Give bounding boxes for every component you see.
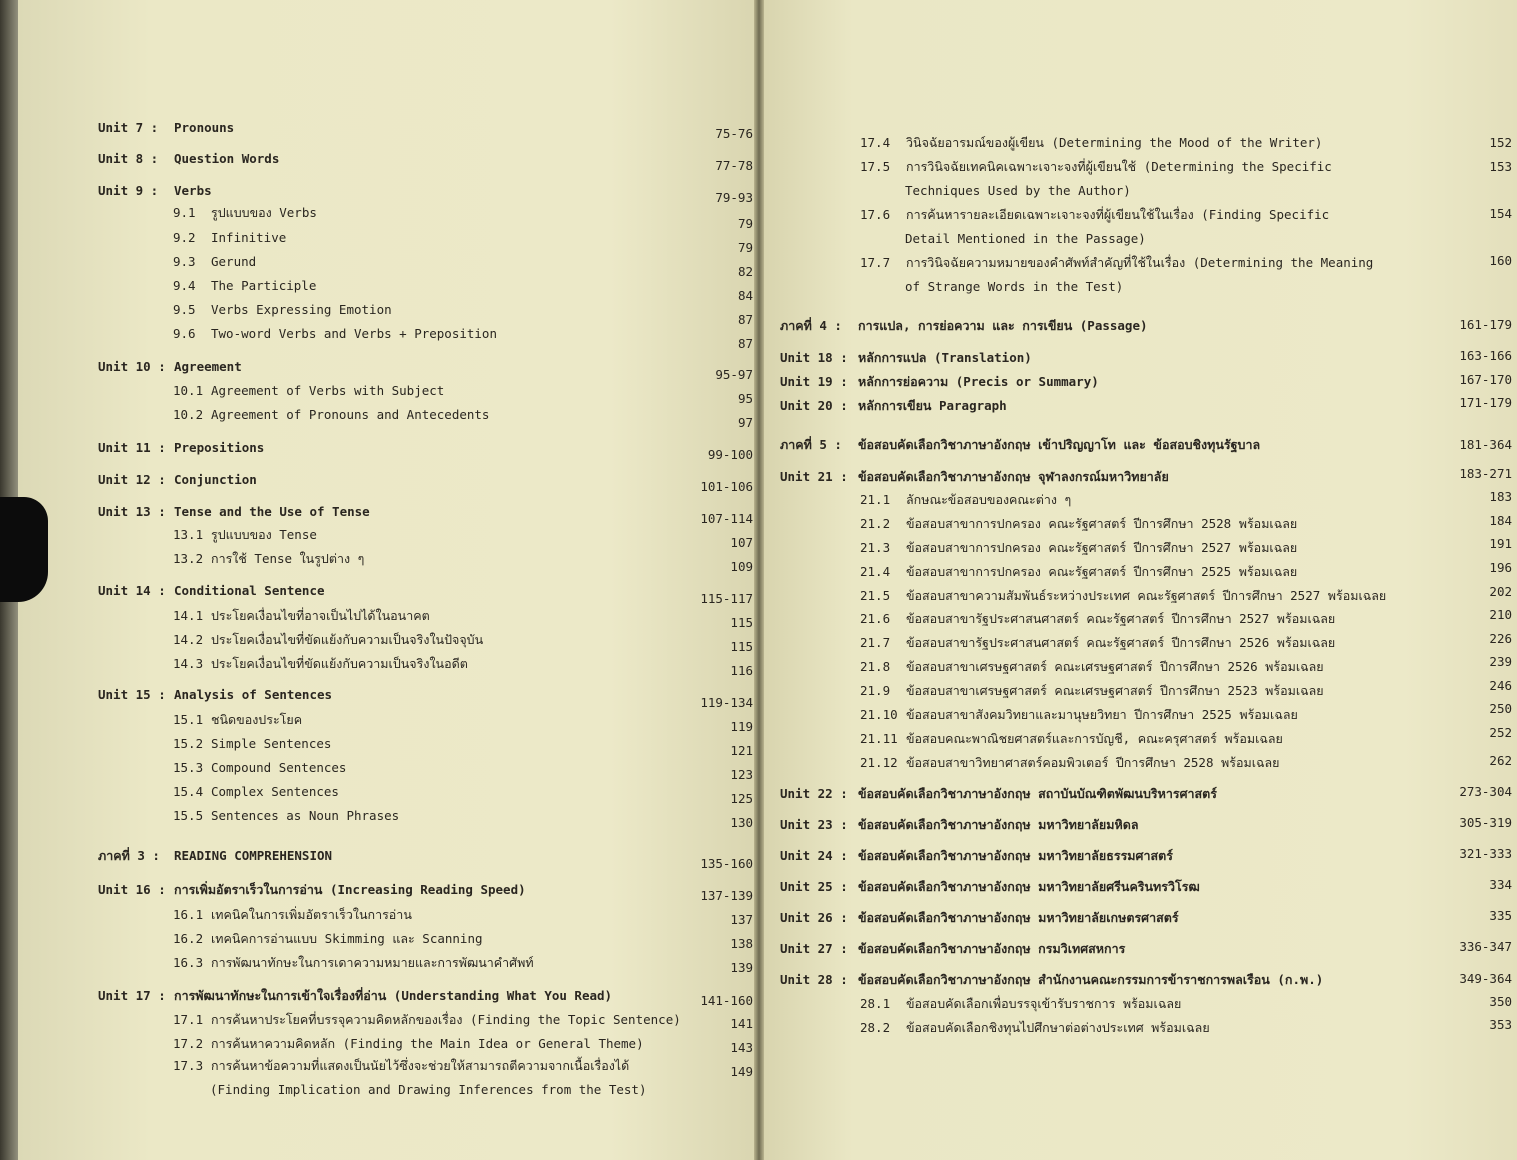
toc-page-number: 115-117 bbox=[700, 591, 753, 606]
toc-title: เทคนิคการอ่านแบบ Skimming และ Scanning bbox=[211, 931, 483, 946]
toc-number: 17.4 bbox=[860, 135, 891, 150]
toc-number: 21.12 bbox=[860, 755, 898, 770]
toc-title: การใช้ Tense ในรูปต่าง ๆ bbox=[211, 551, 365, 566]
toc-number: Unit 11 : bbox=[98, 440, 166, 455]
toc-page-number: 153 bbox=[1489, 159, 1512, 174]
toc-subentry bbox=[173, 527, 317, 543]
toc-page-number: 181-364 bbox=[1459, 437, 1512, 452]
toc-subentry bbox=[860, 135, 1322, 151]
toc-number: Unit 13 : bbox=[98, 504, 166, 519]
toc-subentry bbox=[173, 808, 399, 824]
toc-number: 13.2 bbox=[173, 551, 204, 566]
toc-subentry bbox=[173, 1058, 629, 1074]
toc-continuation bbox=[905, 279, 1123, 295]
toc-page-number: 123 bbox=[730, 767, 753, 782]
toc-page-number: 107-114 bbox=[700, 511, 753, 526]
toc-number: 17.2 bbox=[173, 1036, 204, 1051]
toc-page-number: 135-160 bbox=[700, 856, 753, 871]
toc-page-number: 143 bbox=[730, 1040, 753, 1055]
toc-title: ข้อสอบคัดเลือกเพื่อบรรจุเข้ารับราชการ พร้อมเฉลย bbox=[906, 996, 1182, 1011]
toc-page-number: 139 bbox=[730, 960, 753, 975]
toc-page-number: 79-93 bbox=[715, 190, 753, 205]
toc-page-number: 210 bbox=[1489, 607, 1512, 622]
toc-number: 9.2 bbox=[173, 230, 196, 245]
toc-title: Question Words bbox=[174, 151, 280, 166]
toc-heading bbox=[780, 350, 1032, 366]
toc-page-number: 79 bbox=[737, 240, 753, 255]
toc-subentry bbox=[860, 707, 1298, 723]
toc-number: ภาคที่ 3 : bbox=[98, 848, 160, 863]
toc-page-number: 119-134 bbox=[700, 695, 753, 710]
toc-title: ข้อสอบสาขาเศรษฐศาสตร์ คณะเศรษฐศาสตร์ ปีการศึกษา 2526 พร้อมเฉลย bbox=[906, 659, 1324, 674]
toc-page-number: 130 bbox=[730, 815, 753, 830]
toc-page-number: 321-333 bbox=[1459, 846, 1512, 861]
toc-number: 9.5 bbox=[173, 302, 196, 317]
toc-title: การค้นหารายละเอียดเฉพาะเจาะจงที่ผู้เขียนใช้ในเรื่อง (Finding Specific bbox=[906, 207, 1330, 222]
toc-subentry bbox=[860, 159, 1332, 175]
toc-title: The Participle bbox=[211, 278, 317, 293]
toc-number: Unit 19 : bbox=[780, 374, 848, 389]
toc-heading bbox=[780, 848, 1173, 864]
toc-continuation bbox=[905, 231, 1146, 247]
toc-page-number: 184 bbox=[1489, 513, 1512, 528]
toc-subentry bbox=[173, 931, 483, 947]
toc-title: ข้อสอบคัดเลือกวิชาภาษาอังกฤษ กรมวิเทศสหการ bbox=[858, 941, 1126, 956]
toc-title: การค้นหาข้อความที่แสดงเป็นนัยไว้ซึ่งจะช่วยให้สามารถตีความจากเนื้อเรื่องได้ bbox=[211, 1058, 630, 1073]
toc-title: Complex Sentences bbox=[211, 784, 339, 799]
toc-subentry bbox=[860, 564, 1297, 580]
toc-number: ภาคที่ 5 : bbox=[780, 437, 842, 452]
toc-title: (Finding Implication and Drawing Inferences from the Test) bbox=[210, 1082, 647, 1097]
toc-heading bbox=[780, 879, 1200, 895]
left-page bbox=[18, 0, 758, 1160]
toc-heading bbox=[98, 988, 612, 1004]
toc-number: 21.7 bbox=[860, 635, 891, 650]
toc-heading bbox=[780, 972, 1323, 988]
toc-number: 9.6 bbox=[173, 326, 196, 341]
toc-number: Unit 20 : bbox=[780, 398, 848, 413]
toc-page-number: 171-179 bbox=[1459, 395, 1512, 410]
toc-number: 17.3 bbox=[173, 1058, 204, 1073]
toc-page-number: 350 bbox=[1489, 994, 1512, 1009]
toc-subentry bbox=[173, 1036, 644, 1052]
toc-subentry bbox=[860, 611, 1335, 627]
toc-number: 16.1 bbox=[173, 907, 204, 922]
toc-title: ข้อสอบสาขาสังคมวิทยาและมานุษยวิทยา ปีการศึกษา 2525 พร้อมเฉลย bbox=[906, 707, 1298, 722]
toc-title: ประโยคเงื่อนไขที่ขัดแย้งกับความเป็นจริงในปัจจุบัน bbox=[211, 632, 484, 647]
toc-number: 15.2 bbox=[173, 736, 204, 751]
toc-number: 15.1 bbox=[173, 712, 204, 727]
toc-heading bbox=[780, 374, 1099, 390]
toc-page-number: 167-170 bbox=[1459, 372, 1512, 387]
toc-number: 21.1 bbox=[860, 492, 891, 507]
toc-heading bbox=[780, 910, 1179, 926]
toc-title: Infinitive bbox=[211, 230, 287, 245]
toc-subentry bbox=[860, 207, 1329, 223]
toc-number: Unit 16 : bbox=[98, 882, 166, 897]
toc-page-number: 353 bbox=[1489, 1017, 1512, 1032]
toc-title: Agreement of Pronouns and Antecedents bbox=[211, 407, 490, 422]
toc-page-number: 87 bbox=[737, 312, 753, 327]
toc-title: ข้อสอบคณะพาณิชยศาสตร์และการบัญชี, คณะครุศาสตร์ พร้อมเฉลย bbox=[906, 731, 1283, 746]
toc-page-number: 97 bbox=[737, 415, 753, 430]
toc-page-number: 336-347 bbox=[1459, 939, 1512, 954]
toc-title: Verbs Expressing Emotion bbox=[211, 302, 392, 317]
toc-heading bbox=[98, 848, 332, 864]
toc-title: ข้อสอบสาขาวิทยาศาสตร์คอมพิวเตอร์ ปีการศึกษา 2528 พร้อมเฉลย bbox=[906, 755, 1280, 770]
toc-page-number: 125 bbox=[730, 791, 753, 806]
toc-page-number: 141-160 bbox=[700, 993, 753, 1008]
toc-subentry bbox=[173, 907, 412, 923]
toc-number: 15.3 bbox=[173, 760, 204, 775]
toc-title: หลักการย่อความ (Precis or Summary) bbox=[858, 374, 1099, 389]
toc-title: Prepositions bbox=[174, 440, 265, 455]
toc-title: รูปแบบของ Tense bbox=[211, 527, 317, 542]
toc-title: การแปล, การย่อความ และ การเขียน (Passage) bbox=[858, 318, 1148, 333]
toc-page-number: 152 bbox=[1489, 135, 1512, 150]
toc-title: ข้อสอบสาขารัฐประศาสนศาสตร์ คณะรัฐศาสตร์ ปีการศึกษา 2527 พร้อมเฉลย bbox=[906, 611, 1336, 626]
toc-page-number: 137-139 bbox=[700, 888, 753, 903]
toc-title: Gerund bbox=[211, 254, 257, 269]
toc-page-number: 87 bbox=[737, 336, 753, 351]
toc-page-number: 191 bbox=[1489, 536, 1512, 551]
toc-subentry bbox=[860, 492, 1071, 508]
toc-number: 15.5 bbox=[173, 808, 204, 823]
toc-subentry bbox=[173, 656, 468, 672]
toc-number: Unit 21 : bbox=[780, 469, 848, 484]
book-gutter bbox=[754, 0, 764, 1160]
toc-subentry bbox=[173, 712, 302, 728]
toc-title: ลักษณะข้อสอบของคณะต่าง ๆ bbox=[906, 492, 1072, 507]
toc-subentry bbox=[860, 996, 1181, 1012]
toc-title: READING COMPREHENSION bbox=[174, 848, 333, 863]
toc-number: Unit 9 : bbox=[98, 183, 159, 198]
toc-page-number: 149 bbox=[730, 1064, 753, 1079]
toc-page-number: 82 bbox=[737, 264, 753, 279]
toc-number: 28.2 bbox=[860, 1020, 891, 1035]
toc-number: 17.6 bbox=[860, 207, 891, 222]
toc-number: 16.3 bbox=[173, 955, 204, 970]
toc-number: 13.1 bbox=[173, 527, 204, 542]
toc-title: Simple Sentences bbox=[211, 736, 332, 751]
toc-subentry bbox=[860, 588, 1386, 604]
toc-heading bbox=[98, 504, 370, 520]
toc-page-number: 95-97 bbox=[715, 367, 753, 382]
toc-page-number: 160 bbox=[1489, 253, 1512, 268]
toc-page-number: 226 bbox=[1489, 631, 1512, 646]
toc-heading bbox=[98, 183, 212, 199]
toc-heading bbox=[780, 469, 1169, 485]
toc-heading bbox=[780, 941, 1125, 957]
toc-heading bbox=[780, 318, 1148, 334]
toc-title: Agreement bbox=[174, 359, 242, 374]
toc-heading bbox=[780, 398, 1007, 414]
toc-page-number: 137 bbox=[730, 912, 753, 927]
toc-subentry bbox=[860, 635, 1335, 651]
toc-number: 9.1 bbox=[173, 205, 196, 220]
toc-number: Unit 10 : bbox=[98, 359, 166, 374]
toc-number: Unit 18 : bbox=[780, 350, 848, 365]
toc-number: 9.3 bbox=[173, 254, 196, 269]
toc-page-number: 246 bbox=[1489, 678, 1512, 693]
toc-number: 10.2 bbox=[173, 407, 204, 422]
toc-subentry bbox=[173, 254, 256, 270]
toc-title: ชนิดของประโยค bbox=[211, 712, 303, 727]
toc-page-number: 101-106 bbox=[700, 479, 753, 494]
toc-subentry bbox=[860, 1020, 1210, 1036]
toc-page-number: 262 bbox=[1489, 753, 1512, 768]
toc-subentry bbox=[860, 755, 1279, 771]
toc-page-number: 77-78 bbox=[715, 158, 753, 173]
toc-title: of Strange Words in the Test) bbox=[905, 279, 1124, 294]
toc-page-number: 116 bbox=[730, 663, 753, 678]
toc-title: ข้อสอบคัดเลือกวิชาภาษาอังกฤษ เข้าปริญญาโท และ ข้อสอบชิงทุนรัฐบาล bbox=[858, 437, 1261, 452]
toc-page-number: 75-76 bbox=[715, 126, 753, 141]
toc-number: 21.5 bbox=[860, 588, 891, 603]
toc-number: Unit 24 : bbox=[780, 848, 848, 863]
toc-page-number: 79 bbox=[737, 216, 753, 231]
toc-heading bbox=[98, 440, 264, 456]
toc-title: การเพิ่มอัตราเร็วในการอ่าน (Increasing Reading Speed) bbox=[174, 882, 526, 897]
toc-page-number: 84 bbox=[737, 288, 753, 303]
toc-number: 10.1 bbox=[173, 383, 204, 398]
toc-title: ข้อสอบคัดเลือกวิชาภาษาอังกฤษ มหาวิทยาลัยศรีนครินทรวิโรฒ bbox=[858, 879, 1200, 894]
binder-clip bbox=[0, 497, 48, 602]
toc-title: หลักการเขียน Paragraph bbox=[858, 398, 1007, 413]
toc-title: Tense and the Use of Tense bbox=[174, 504, 370, 519]
toc-number: Unit 22 : bbox=[780, 786, 848, 801]
toc-title: การวินิจฉัยความหมายของคำศัพท์สำคัญที่ใช้ในเรื่อง (Determining the Meaning bbox=[906, 255, 1374, 270]
toc-page-number: 202 bbox=[1489, 584, 1512, 599]
toc-page-number: 121 bbox=[730, 743, 753, 758]
toc-title: ข้อสอบคัดเลือกชิงทุนไปศึกษาต่อต่างประเทศ พร้อมเฉลย bbox=[906, 1020, 1210, 1035]
toc-heading bbox=[98, 882, 526, 898]
toc-title: ข้อสอบคัดเลือกวิชาภาษาอังกฤษ มหาวิทยาลัยเกษตรศาสตร์ bbox=[858, 910, 1179, 925]
toc-number: 14.2 bbox=[173, 632, 204, 647]
toc-subentry bbox=[860, 683, 1324, 699]
toc-page-number: 335 bbox=[1489, 908, 1512, 923]
toc-title: ข้อสอบสาขาเศรษฐศาสตร์ คณะเศรษฐศาสตร์ ปีการศึกษา 2523 พร้อมเฉลย bbox=[906, 683, 1324, 698]
toc-title: ข้อสอบคัดเลือกวิชาภาษาอังกฤษ สำนักงานคณะกรรมการข้าราชการพลเรือน (ก.พ.) bbox=[858, 972, 1324, 987]
toc-number: Unit 14 : bbox=[98, 583, 166, 598]
toc-number: 17.1 bbox=[173, 1012, 204, 1027]
toc-heading bbox=[780, 817, 1139, 833]
toc-page-number: 250 bbox=[1489, 701, 1512, 716]
toc-number: 9.4 bbox=[173, 278, 196, 293]
toc-subentry bbox=[173, 205, 317, 221]
toc-page-number: 154 bbox=[1489, 206, 1512, 221]
toc-page-number: 273-304 bbox=[1459, 784, 1512, 799]
toc-title: การวินิจฉัยเทคนิคเฉพาะเจาะจงที่ผู้เขียนใช้ (Determining the Specific bbox=[906, 159, 1332, 174]
toc-number: 21.6 bbox=[860, 611, 891, 626]
toc-title: ข้อสอบสาขาการปกครอง คณะรัฐศาสตร์ ปีการศึกษา 2528 พร้อมเฉลย bbox=[906, 516, 1298, 531]
toc-page-number: 161-179 bbox=[1459, 317, 1512, 332]
toc-heading bbox=[98, 359, 242, 375]
toc-page-number: 305-319 bbox=[1459, 815, 1512, 830]
toc-subentry bbox=[860, 255, 1373, 271]
toc-title: Conditional Sentence bbox=[174, 583, 325, 598]
toc-subentry bbox=[173, 784, 339, 800]
toc-heading bbox=[98, 583, 325, 599]
toc-title: Compound Sentences bbox=[211, 760, 347, 775]
toc-title: การค้นหาประโยคที่บรรจุความคิดหลักของเรื่อง (Finding the Topic Sentence) bbox=[211, 1012, 681, 1027]
toc-subentry bbox=[173, 278, 316, 294]
toc-continuation bbox=[905, 183, 1131, 199]
toc-heading bbox=[780, 437, 1260, 453]
toc-page-number: 115 bbox=[730, 639, 753, 654]
toc-page-number: 107 bbox=[730, 535, 753, 550]
toc-title: การพัฒนาทักษะในการเข้าใจเรื่องที่อ่าน (Understanding What You Read) bbox=[174, 988, 613, 1003]
toc-number: 21.3 bbox=[860, 540, 891, 555]
toc-title: วินิจฉัยอารมณ์ของผู้เขียน (Determining the Mood of the Writer) bbox=[906, 135, 1323, 150]
toc-page-number: 196 bbox=[1489, 560, 1512, 575]
toc-page-number: 183-271 bbox=[1459, 466, 1512, 481]
toc-continuation bbox=[210, 1082, 647, 1098]
toc-number: Unit 23 : bbox=[780, 817, 848, 832]
toc-page-number: 183 bbox=[1489, 489, 1512, 504]
toc-number: Unit 7 : bbox=[98, 120, 159, 135]
toc-number: 16.2 bbox=[173, 931, 204, 946]
toc-title: ข้อสอบคัดเลือกวิชาภาษาอังกฤษ มหาวิทยาลัยธรรมศาสตร์ bbox=[858, 848, 1173, 863]
toc-subentry bbox=[173, 608, 430, 624]
toc-number: 21.10 bbox=[860, 707, 898, 722]
toc-number: ภาคที่ 4 : bbox=[780, 318, 842, 333]
toc-subentry bbox=[173, 736, 331, 752]
toc-title: ข้อสอบคัดเลือกวิชาภาษาอังกฤษ มหาวิทยาลัยมหิดล bbox=[858, 817, 1139, 832]
toc-title: ข้อสอบสาขาความสัมพันธ์ระหว่างประเทศ คณะรัฐศาสตร์ ปีการศึกษา 2527 พร้อมเฉลย bbox=[906, 588, 1387, 603]
toc-number: Unit 25 : bbox=[780, 879, 848, 894]
toc-page-number: 334 bbox=[1489, 877, 1512, 892]
toc-heading bbox=[98, 472, 257, 488]
toc-subentry bbox=[860, 659, 1324, 675]
toc-page-number: 119 bbox=[730, 719, 753, 734]
toc-page-number: 163-166 bbox=[1459, 348, 1512, 363]
toc-title: ข้อสอบสาขาการปกครอง คณะรัฐศาสตร์ ปีการศึกษา 2525 พร้อมเฉลย bbox=[906, 564, 1298, 579]
toc-subentry bbox=[860, 540, 1297, 556]
toc-title: ข้อสอบสาขารัฐประศาสนศาสตร์ คณะรัฐศาสตร์ ปีการศึกษา 2526 พร้อมเฉลย bbox=[906, 635, 1336, 650]
toc-title: Analysis of Sentences bbox=[174, 687, 333, 702]
toc-title: ประโยคเงื่อนไขที่อาจเป็นไปได้ในอนาคต bbox=[211, 608, 430, 623]
toc-page-number: 252 bbox=[1489, 725, 1512, 740]
toc-page-number: 349-364 bbox=[1459, 971, 1512, 986]
toc-title: ประโยคเงื่อนไขที่ขัดแย้งกับความเป็นจริงในอดีต bbox=[211, 656, 468, 671]
toc-heading bbox=[98, 120, 234, 136]
toc-title: รูปแบบของ Verbs bbox=[211, 205, 317, 220]
toc-title: Verbs bbox=[174, 183, 212, 198]
right-page bbox=[762, 0, 1517, 1160]
toc-title: Agreement of Verbs with Subject bbox=[211, 383, 445, 398]
toc-number: Unit 26 : bbox=[780, 910, 848, 925]
toc-number: 21.4 bbox=[860, 564, 891, 579]
toc-subentry bbox=[173, 230, 286, 246]
toc-subentry bbox=[173, 551, 364, 567]
toc-title: Sentences as Noun Phrases bbox=[211, 808, 400, 823]
toc-subentry bbox=[173, 326, 497, 342]
toc-number: Unit 27 : bbox=[780, 941, 848, 956]
toc-number: 21.8 bbox=[860, 659, 891, 674]
toc-page-number: 109 bbox=[730, 559, 753, 574]
toc-title: การพัฒนาทักษะในการเดาความหมายและการพัฒนาคำศัพท์ bbox=[211, 955, 534, 970]
toc-subentry bbox=[860, 516, 1297, 532]
toc-number: 14.1 bbox=[173, 608, 204, 623]
toc-page-number: 115 bbox=[730, 615, 753, 630]
toc-heading bbox=[780, 786, 1217, 802]
toc-number: Unit 28 : bbox=[780, 972, 848, 987]
toc-subentry bbox=[173, 383, 444, 399]
toc-title: ข้อสอบคัดเลือกวิชาภาษาอังกฤษ สถาบันบัณฑิตพัฒนบริหารศาสตร์ bbox=[858, 786, 1217, 801]
toc-page-number: 141 bbox=[730, 1016, 753, 1031]
toc-number: Unit 15 : bbox=[98, 687, 166, 702]
toc-title: เทคนิคในการเพิ่มอัตราเร็วในการอ่าน bbox=[211, 907, 412, 922]
toc-number: 14.3 bbox=[173, 656, 204, 671]
toc-page-number: 138 bbox=[730, 936, 753, 951]
toc-subentry bbox=[173, 1012, 681, 1028]
toc-heading bbox=[98, 151, 279, 167]
toc-subentry bbox=[173, 407, 489, 423]
toc-number: 17.7 bbox=[860, 255, 891, 270]
toc-subentry bbox=[860, 731, 1283, 747]
toc-subentry bbox=[173, 955, 534, 971]
toc-page-number: 99-100 bbox=[707, 447, 753, 462]
toc-page-number: 239 bbox=[1489, 654, 1512, 669]
toc-subentry bbox=[173, 632, 483, 648]
toc-page-number: 95 bbox=[737, 391, 753, 406]
toc-number: 21.11 bbox=[860, 731, 898, 746]
toc-title: Two-word Verbs and Verbs + Preposition bbox=[211, 326, 497, 341]
toc-subentry bbox=[173, 760, 346, 776]
toc-number: 17.5 bbox=[860, 159, 891, 174]
toc-title: Conjunction bbox=[174, 472, 257, 487]
toc-title: การค้นหาความคิดหลัก (Finding the Main Idea or General Theme) bbox=[211, 1036, 644, 1051]
toc-title: Pronouns bbox=[174, 120, 235, 135]
toc-number: 28.1 bbox=[860, 996, 891, 1011]
toc-number: 15.4 bbox=[173, 784, 204, 799]
toc-number: Unit 17 : bbox=[98, 988, 166, 1003]
toc-subentry bbox=[173, 302, 392, 318]
toc-title: หลักการแปล (Translation) bbox=[858, 350, 1032, 365]
toc-title: Detail Mentioned in the Passage) bbox=[905, 231, 1146, 246]
toc-title: ข้อสอบสาขาการปกครอง คณะรัฐศาสตร์ ปีการศึกษา 2527 พร้อมเฉลย bbox=[906, 540, 1298, 555]
toc-number: Unit 12 : bbox=[98, 472, 166, 487]
toc-number: 21.2 bbox=[860, 516, 891, 531]
toc-heading bbox=[98, 687, 332, 703]
toc-number: Unit 8 : bbox=[98, 151, 159, 166]
toc-title: ข้อสอบคัดเลือกวิชาภาษาอังกฤษ จุฬาลงกรณ์มหาวิทยาลัย bbox=[858, 469, 1169, 484]
toc-number: 21.9 bbox=[860, 683, 891, 698]
toc-title: Techniques Used by the Author) bbox=[905, 183, 1131, 198]
